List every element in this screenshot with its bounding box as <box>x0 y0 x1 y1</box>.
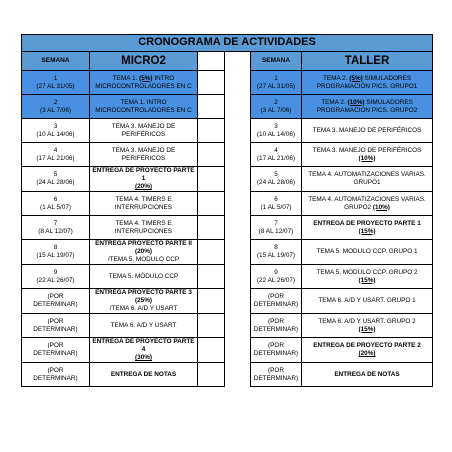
week-cell-left: (POR DETERMINAR) <box>22 363 90 387</box>
blank-cell <box>198 71 225 95</box>
blank-cell <box>198 363 225 387</box>
cell-text: TEMA 3. MANEJO DE PERIFÉRICOS <box>312 146 422 154</box>
cell-text: TEMA 4. TIMERS E INTERRUPCIONES <box>114 219 173 235</box>
week-cell-left: (POR DETERMINAR) <box>22 314 90 338</box>
blank-cell <box>198 240 225 265</box>
header-row <box>22 52 433 71</box>
cell-text: SIMULADORES PROGRAMACIÓN PICS. GRUPO2 <box>316 98 418 114</box>
cell-text: (10%) <box>358 154 376 162</box>
schedule-row <box>22 240 433 265</box>
blank-cell <box>198 265 225 289</box>
cell-text: (10%) <box>347 98 365 106</box>
schedule-row <box>22 143 433 167</box>
cell-text: ENTREGA DE PROYECTO PARTE 1 <box>92 167 195 182</box>
blank-header-cell <box>198 52 225 71</box>
cell-text: ENTREGA DE NOTAS <box>334 370 400 378</box>
taller-topic-cell <box>302 289 433 314</box>
schedule-row <box>22 265 433 289</box>
cell-text: TEMA 6. A/D Y USART. GRUPO 2 <box>318 317 416 325</box>
cell-text: TEMA 1. INTRO MICROCONTROLADORES EN C <box>95 98 192 114</box>
blank-cell <box>198 119 225 143</box>
schedule-row <box>22 314 433 338</box>
blank-cell <box>198 143 225 167</box>
taller-topic-cell <box>302 363 433 387</box>
cell-text: (5%) <box>139 74 153 82</box>
semana-header-right: SEMANA <box>251 52 302 71</box>
cell-text: TEMA 3. MANEJO DE PERIFÉRICOS <box>111 146 176 162</box>
cell-text: TEMA 6. A/D Y USART. GRUPO 1 <box>318 297 416 304</box>
schedule-row <box>22 338 433 363</box>
week-cell-right: 8 (15 AL 19/07) <box>251 240 302 265</box>
spacer-column <box>225 192 251 216</box>
schedule-row <box>22 289 433 314</box>
schedule-row <box>22 95 433 119</box>
blank-cell <box>198 95 225 119</box>
week-cell-right: 4 (17 AL 21/06) <box>251 143 302 167</box>
blank-cell <box>198 338 225 363</box>
schedule-row <box>22 216 433 240</box>
spacer-column <box>225 167 251 192</box>
schedule-row <box>22 167 433 192</box>
semana-header-left: SEMANA <box>22 52 90 71</box>
cell-text: /TEMA 5. MODULO CCP <box>107 256 180 263</box>
cell-text: TEMA 2. <box>321 98 348 106</box>
blank-cell <box>198 314 225 338</box>
cell-text: ENTREGA DE PROYECTO PARTE 4 <box>92 338 195 353</box>
week-cell-left: 8 (15 AL 19/07) <box>22 240 90 265</box>
micro-topic-cell <box>90 119 198 143</box>
spacer-column <box>225 95 251 119</box>
taller-topic-cell <box>302 192 433 216</box>
taller-topic-cell <box>302 216 433 240</box>
week-cell-left: 1 (27 AL 31/05) <box>22 71 90 95</box>
week-cell-right: (POR DETERMINAR) <box>251 338 302 363</box>
week-cell-right: (POR DETERMINAR) <box>251 363 302 387</box>
cell-text: ENTREGA DE PROYECTO PARTE 2 <box>313 342 421 349</box>
taller-topic-cell <box>302 265 433 289</box>
week-cell-left: 4 (17 AL 21/06) <box>22 143 90 167</box>
week-cell-right: 3 (10 AL 14/06) <box>251 119 302 143</box>
schedule-row <box>22 71 433 95</box>
spacer-column <box>225 314 251 338</box>
spacer-column <box>225 240 251 265</box>
cell-text: (20%) <box>358 350 376 357</box>
week-cell-right: (POR DETERMINAR) <box>251 314 302 338</box>
schedule-row <box>22 119 433 143</box>
taller-topic-cell <box>302 71 433 95</box>
taller-topic-cell <box>302 167 433 192</box>
week-cell-left: 9 (22 AL 26/07) <box>22 265 90 289</box>
cell-text: (20%) <box>134 183 153 190</box>
cell-text: INTRO MICROCONTROLADORES EN C <box>95 74 192 90</box>
taller-header: TALLER <box>302 52 433 71</box>
spacer-column <box>225 265 251 289</box>
week-cell-right: 7 (8 AL 12/07) <box>251 216 302 240</box>
cell-text: (10%) <box>372 203 390 211</box>
blank-cell <box>198 289 225 314</box>
blank-cell <box>198 192 225 216</box>
cell-text: (30%) <box>134 354 153 361</box>
micro-topic-cell <box>90 338 198 363</box>
micro-topic-cell <box>90 240 198 265</box>
cell-text: TEMA 2. <box>323 74 350 82</box>
taller-topic-cell <box>302 338 433 363</box>
cell-text: (15%) <box>358 325 376 333</box>
micro-topic-cell <box>90 192 198 216</box>
micro-topic-cell <box>90 265 198 289</box>
week-cell-left: 2 (3 AL 7/06) <box>22 95 90 119</box>
micro-topic-cell <box>90 314 198 338</box>
schedule-row <box>22 192 433 216</box>
micro-topic-cell <box>90 216 198 240</box>
spacer-column <box>225 363 251 387</box>
week-cell-left: 6 (1 AL 5/07) <box>22 192 90 216</box>
cell-text: TEMA 6. A/D Y USART <box>110 321 177 329</box>
blank-cell <box>198 167 225 192</box>
schedule-table <box>21 34 433 387</box>
taller-topic-cell <box>302 314 433 338</box>
cell-text: SIMULADORES PROGRAMACIÓN PICS. GRUPO1 <box>316 74 418 90</box>
page-title: CRONOGRAMA DE ACTIVIDADES <box>22 35 433 52</box>
week-cell-right: 9 (22 AL 26/07) <box>251 265 302 289</box>
cell-text: TEMA 1. <box>112 74 140 82</box>
cell-text: (5%) <box>349 74 363 82</box>
micro-topic-cell <box>90 95 198 119</box>
week-cell-right: 1 (27 AL 31/05) <box>251 71 302 95</box>
cell-text: ENTREGA DE NOTAS <box>110 370 177 378</box>
micro-topic-cell <box>90 289 198 314</box>
micro-topic-cell <box>90 167 198 192</box>
spacer-column <box>225 52 251 71</box>
cell-text: (15%) <box>358 227 376 235</box>
cell-text: TEMA 5. MODULO CCP. GRUPO 2 <box>316 268 418 276</box>
cell-text: TEMA 5. MÓDULO CCP <box>108 272 179 280</box>
week-cell-left: 7 (8 AL 12/07) <box>22 216 90 240</box>
week-cell-right: 5 (24 AL 28/06) <box>251 167 302 192</box>
cell-text: TEMA 3. MANEJO DE PERIFÉRICOS <box>312 126 422 134</box>
spacer-column <box>225 289 251 314</box>
cell-text: (15%) <box>358 276 376 284</box>
blank-cell <box>198 216 225 240</box>
week-cell-left: 5 (24 AL 28/06) <box>22 167 90 192</box>
cell-text: ENTREGA PROYECTO PARTE 3 (25%) <box>95 289 192 304</box>
spacer-column <box>225 338 251 363</box>
taller-topic-cell <box>302 240 433 265</box>
micro-topic-cell <box>90 143 198 167</box>
cell-text: TEMA 3. MANEJO DE PERIFÉRICOS <box>111 122 176 138</box>
week-cell-right: (POR DETERMINAR) <box>251 289 302 314</box>
spacer-column <box>225 143 251 167</box>
cell-text: TEMA 4. AUTOMATIZACIONES VARIAS. GRUPO2 <box>308 195 426 211</box>
schedule-row <box>22 363 433 387</box>
taller-topic-cell <box>302 143 433 167</box>
week-cell-left: (POR DETERMINAR) <box>22 338 90 363</box>
micro-topic-cell <box>90 363 198 387</box>
micro-header: MICRO2 <box>90 52 198 71</box>
cell-text: ENTREGA PROYECTO PARTE II (20%) <box>95 240 192 255</box>
cell-text: TEMA 4. TIMERS E INTERRUPCIONES <box>114 195 173 211</box>
week-cell-left: (POR DETERMINAR) <box>22 289 90 314</box>
cell-text: TEMA 4. AUTOMATIZACIONES VARIAS. GRUPO1 <box>308 171 426 186</box>
taller-topic-cell <box>302 95 433 119</box>
spacer-column <box>225 119 251 143</box>
taller-topic-cell <box>302 119 433 143</box>
spacer-column <box>225 216 251 240</box>
spacer-column <box>225 71 251 95</box>
cell-text: ENTREGA DE PROYECTO PARTE 1 <box>313 219 421 227</box>
week-cell-left: 3 (10 AL 14/06) <box>22 119 90 143</box>
week-cell-right: 6 (1 AL 5/07) <box>251 192 302 216</box>
week-cell-right: 2 (3 AL 7/06) <box>251 95 302 119</box>
cell-text: /TEMA 6. A/D Y USART <box>109 305 178 312</box>
micro-topic-cell <box>90 71 198 95</box>
title-row <box>22 35 433 52</box>
cell-text: TEMA 5. MODULO CCP. GRUPO 1 <box>316 248 418 255</box>
